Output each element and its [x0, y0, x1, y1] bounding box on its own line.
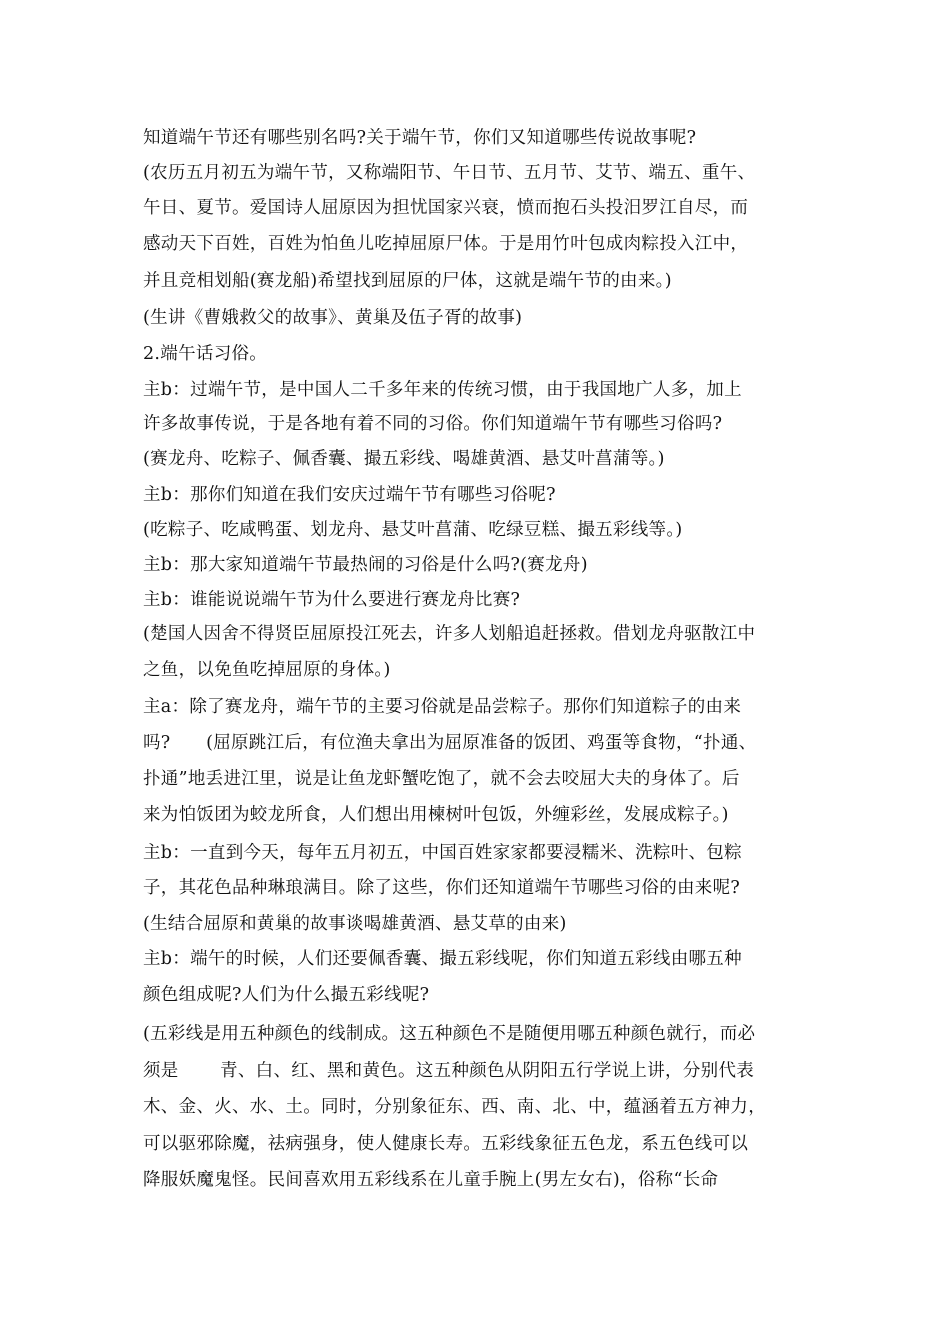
text-line: (农历五月初五为端午节，又称端阳节、午日节、五月节、艾节、端五、重午、 [143, 163, 756, 183]
text-line: 许多故事传说，于是各地有着不同的习俗。你们知道端午节有哪些习俗吗? [143, 414, 723, 434]
text-line: 并且竞相划船(赛龙船)希望找到屈原的尸体，这就是端午节的由来。) [143, 271, 672, 291]
text-line: 主b：过端午节，是中国人二千多年来的传统习惯，由于我国地广人多，加上 [143, 380, 742, 400]
text-line: (楚国人因舍不得贤臣屈原投江死去，许多人划船追赶拯救。借划龙舟驱散江中 [143, 624, 756, 644]
text-line: (吃粽子、吃咸鸭蛋、划龙舟、悬艾叶菖蒲、吃绿豆糕、撮五彩线等。) [143, 520, 683, 540]
text-line: (五彩线是用五种颜色的线制成。这五种颜色不是随便用哪五种颜色就行，而必 [143, 1024, 756, 1044]
text-line: 主b：端午的时候，人们还要佩香囊、撮五彩线呢，你们知道五彩线由哪五种 [143, 949, 742, 969]
text-line: 主a：除了赛龙舟，端午节的主要习俗就是品尝粽子。那你们知道粽子的由来 [143, 697, 742, 717]
text-line: 可以驱邪除魔，祛病强身，使人健康长寿。五彩线象征五色龙，系五色线可以 [143, 1134, 749, 1154]
text-line: 须是 青、白、红、黑和黄色。这五种颜色从阴阳五行学说上讲，分别代表 [143, 1061, 755, 1081]
text-line: 来为怕饭团为蛟龙所食，人们想出用楝树叶包饭，外缠彩丝，发展成粽子。) [143, 805, 729, 825]
text-line: (生讲《曹娥救父的故事》、黄巢及伍子胥的故事) [143, 308, 523, 328]
text-line: 午日、夏节。爱国诗人屈原因为担忧国家兴衰，愤而抱石头投汨罗江自尽，而 [143, 198, 749, 218]
text-line: 主b：那你们知道在我们安庆过端午节有哪些习俗呢? [143, 485, 556, 505]
text-line: 之鱼，以免鱼吃掉屈原的身体。) [143, 660, 391, 680]
text-line: 扑通”地丢进江里，说是让鱼龙虾蟹吃饱了，就不会去咬屈大夫的身体了。后 [143, 769, 740, 789]
text-line: 主b：谁能说说端午节为什么要进行赛龙舟比赛? [143, 590, 521, 610]
text-line: 木、金、火、水、土。同时，分别象征东、西、南、北、中，蕴涵着五方神力， [143, 1097, 766, 1117]
text-line: 降服妖魔鬼怪。民间喜欢用五彩线系在儿童手腕上(男左女右)，俗称“长命 [143, 1170, 719, 1190]
text-line: 感动天下百姓，百姓为怕鱼儿吃掉屈原尸体。于是用竹叶包成肉粽投入江中， [143, 234, 749, 254]
text-line: (生结合屈原和黄巢的故事谈喝雄黄酒、悬艾草的由来) [143, 914, 567, 934]
text-line: 子，其花色品种琳琅满目。除了这些，你们还知道端午节哪些习俗的由来呢? [143, 878, 741, 898]
text-line: 2.端午话习俗。 [143, 344, 268, 364]
text-line: 主b：一直到今天，每年五月初五，中国百姓家家都要浸糯米、洗粽叶、包粽 [143, 843, 742, 863]
text-line: 颜色组成呢?人们为什么撮五彩线呢? [143, 985, 430, 1005]
text-line: (赛龙舟、吃粽子、佩香囊、撮五彩线、喝雄黄酒、悬艾叶菖蒲等。) [143, 449, 665, 469]
text-line: 主b：那大家知道端午节最热闹的习俗是什么吗?(赛龙舟) [143, 555, 588, 575]
text-line: 吗? (屈原跳江后，有位渔夫拿出为屈原准备的饭团、鸡蛋等食物，“扑通、 [143, 733, 757, 753]
text-line: 知道端午节还有哪些别名吗?关于端午节，你们又知道哪些传说故事呢? [143, 128, 697, 148]
